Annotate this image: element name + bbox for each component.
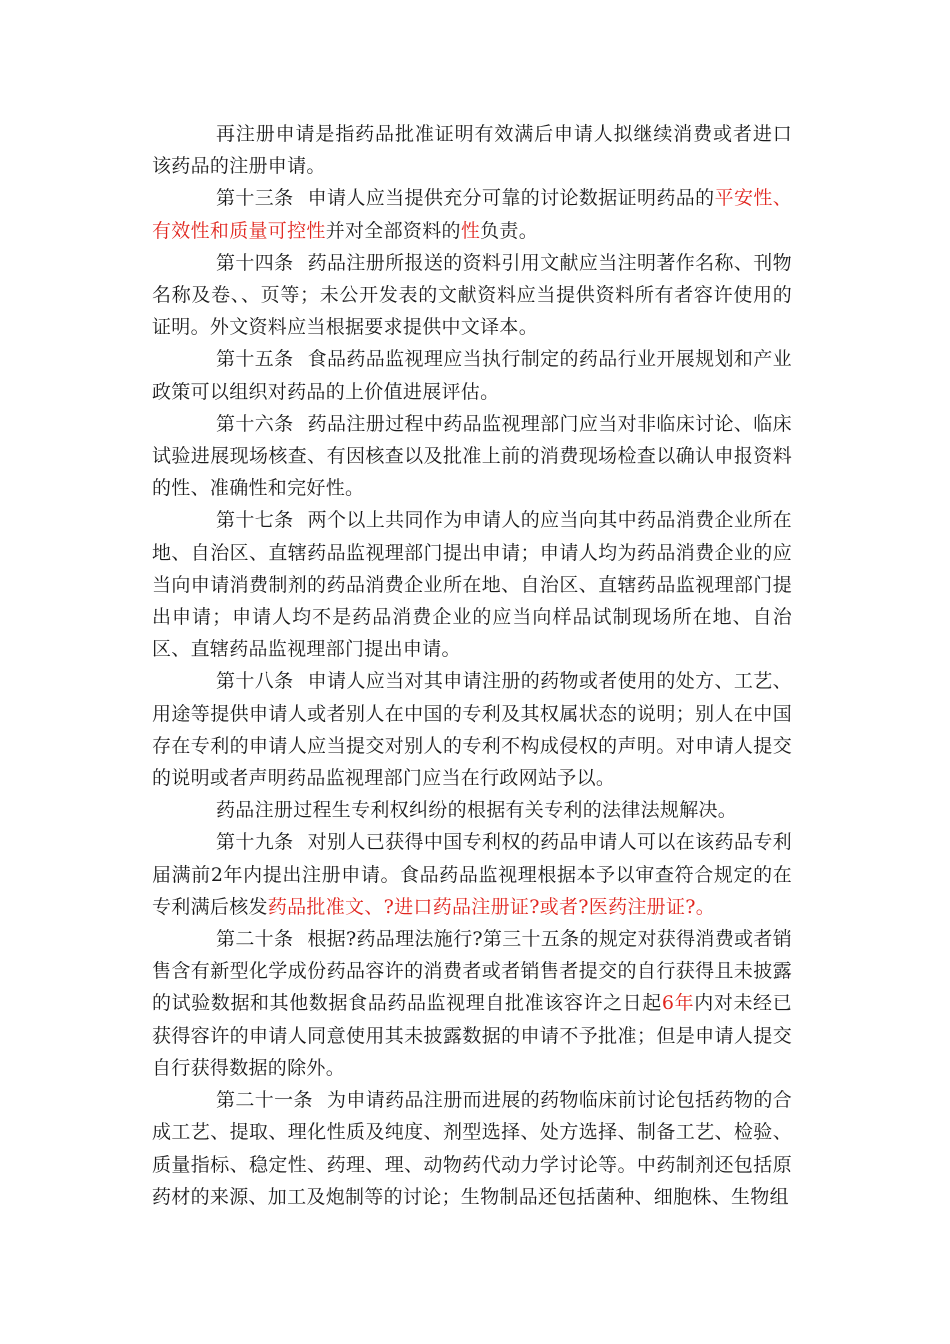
paragraph-text: 再注册申请是指药品批准证明有效满后申请人拟继续消费或者进口该药品的注册申请。	[152, 123, 792, 178]
paragraph-article-17	[152, 504, 792, 665]
paragraph-text: 并对全部资料的	[325, 219, 461, 242]
paragraph-article-18	[152, 665, 792, 794]
article-number: 第十五条	[216, 348, 294, 371]
paragraph-text: 药品注册过程中药品监视理部门应当对非临床讨论、临床试验进展现场核查、有因核查以及批准上前的消费现场检查以确认申报资料的性、准确性和完好性。	[152, 412, 792, 500]
paragraph-article-13	[152, 182, 792, 246]
paragraph-text: 药品注册过程生专利权纠纷的根据有关专利的法律法规解决。	[216, 799, 738, 822]
paragraph-text: 申请人应当对其申请注册的药物或者使用的处方、工艺、用途等提供申请人或者别人在中国的专利及其权属状态的说明；别人在中国存在专利的申请人应当提交对别人的专利不构成侵权的声明。对申请人提交的说明或者声明药品监视理部门应当在行政网站予以。	[152, 670, 792, 790]
paragraph-text: 为申请药品注册而进展的药物临床前讨论包括药物的合成工艺、提取、理化性质及纯度、剂型选择、处方选择、制备工艺、检验、质量指标、稳定性、药理、理、动物药代动力学讨论等。中药制剂还包括原药材的来源、加工及炮制等的讨论；生物制品还包括菌种、细胞株、生物组	[152, 1089, 792, 1208]
article-number: 第十六条	[216, 412, 294, 435]
paragraph-article-19	[152, 826, 792, 923]
paragraph-article-16	[152, 408, 792, 505]
highlighted-text: 6年	[661, 992, 695, 1015]
article-number: 第十八条	[216, 670, 294, 693]
article-number: 第二十一条	[216, 1089, 313, 1112]
paragraph-text: 对别人已获得中国专利权的药品申请人可以在该药品专利届满前2年内提出注册申请。食品药品监视理根据本予以审查符合规定的在专利满后核发	[152, 831, 792, 918]
paragraph-text: 食品药品监视理应当执行制定的药品行业开展规划和产业政策可以组织对药品的上价值进展评估。	[152, 348, 792, 403]
paragraph-article-21	[152, 1084, 792, 1213]
article-number: 第十七条	[216, 509, 294, 532]
highlighted-text: 性	[460, 219, 481, 242]
highlighted-text: 平安性、有效性和质量可控性	[152, 187, 792, 242]
article-number: 第十九条	[216, 831, 294, 854]
paragraph-text: 药品注册所报送的资料引用文献应当注明著作名称、刊物名称及卷、、页等；未公开发表的文献资料应当提供资料所有者容许使用的证明。外文资料应当根据要求提供中文译本。	[152, 251, 792, 339]
paragraph-article-15	[152, 343, 792, 407]
paragraph-article-20	[152, 923, 792, 1084]
article-number: 第十四条	[216, 251, 294, 274]
paragraph-article-14	[152, 247, 792, 344]
article-number: 第十三条	[216, 187, 294, 210]
article-number: 第二十条	[216, 928, 294, 951]
paragraph-text: 根据?药品理法施行?第三十五条的规定对获得消费或者销售含有新型化学成份药品容许的消费者或者销售者提交的自行获得且未披露的试验数据和其他数据食品药品监视理自批准该容许之日起	[152, 928, 792, 1015]
highlighted-text: 药品批准文、?进口药品注册证?或者?医药注册证?。	[267, 895, 716, 918]
paragraph-text: 内对未经已获得容许的申请人同意使用其未披露数据的申请不予批准；但是申请人提交自行获得数据的除外。	[152, 992, 792, 1079]
paragraph-patent-dispute	[152, 794, 792, 826]
paragraph-text: 负责。	[480, 219, 539, 242]
document-body	[152, 118, 792, 1213]
paragraph-text: 申请人应当提供充分可靠的讨论数据证明药品的	[307, 187, 715, 210]
paragraph-reregistration	[152, 118, 792, 182]
paragraph-text: 两个以上共同作为申请人的应当向其中药品消费企业所在地、自治区、直辖药品监视理部门提出申请；申请人均为药品消费企业的应当向申请消费制剂的药品消费企业所在地、自治区、直辖药品监视理部门提出申请；申请人均不是药品消费企业的应当向样品试制现场所在地、自治区、直辖药品监视理部门提出申请。	[152, 509, 792, 661]
